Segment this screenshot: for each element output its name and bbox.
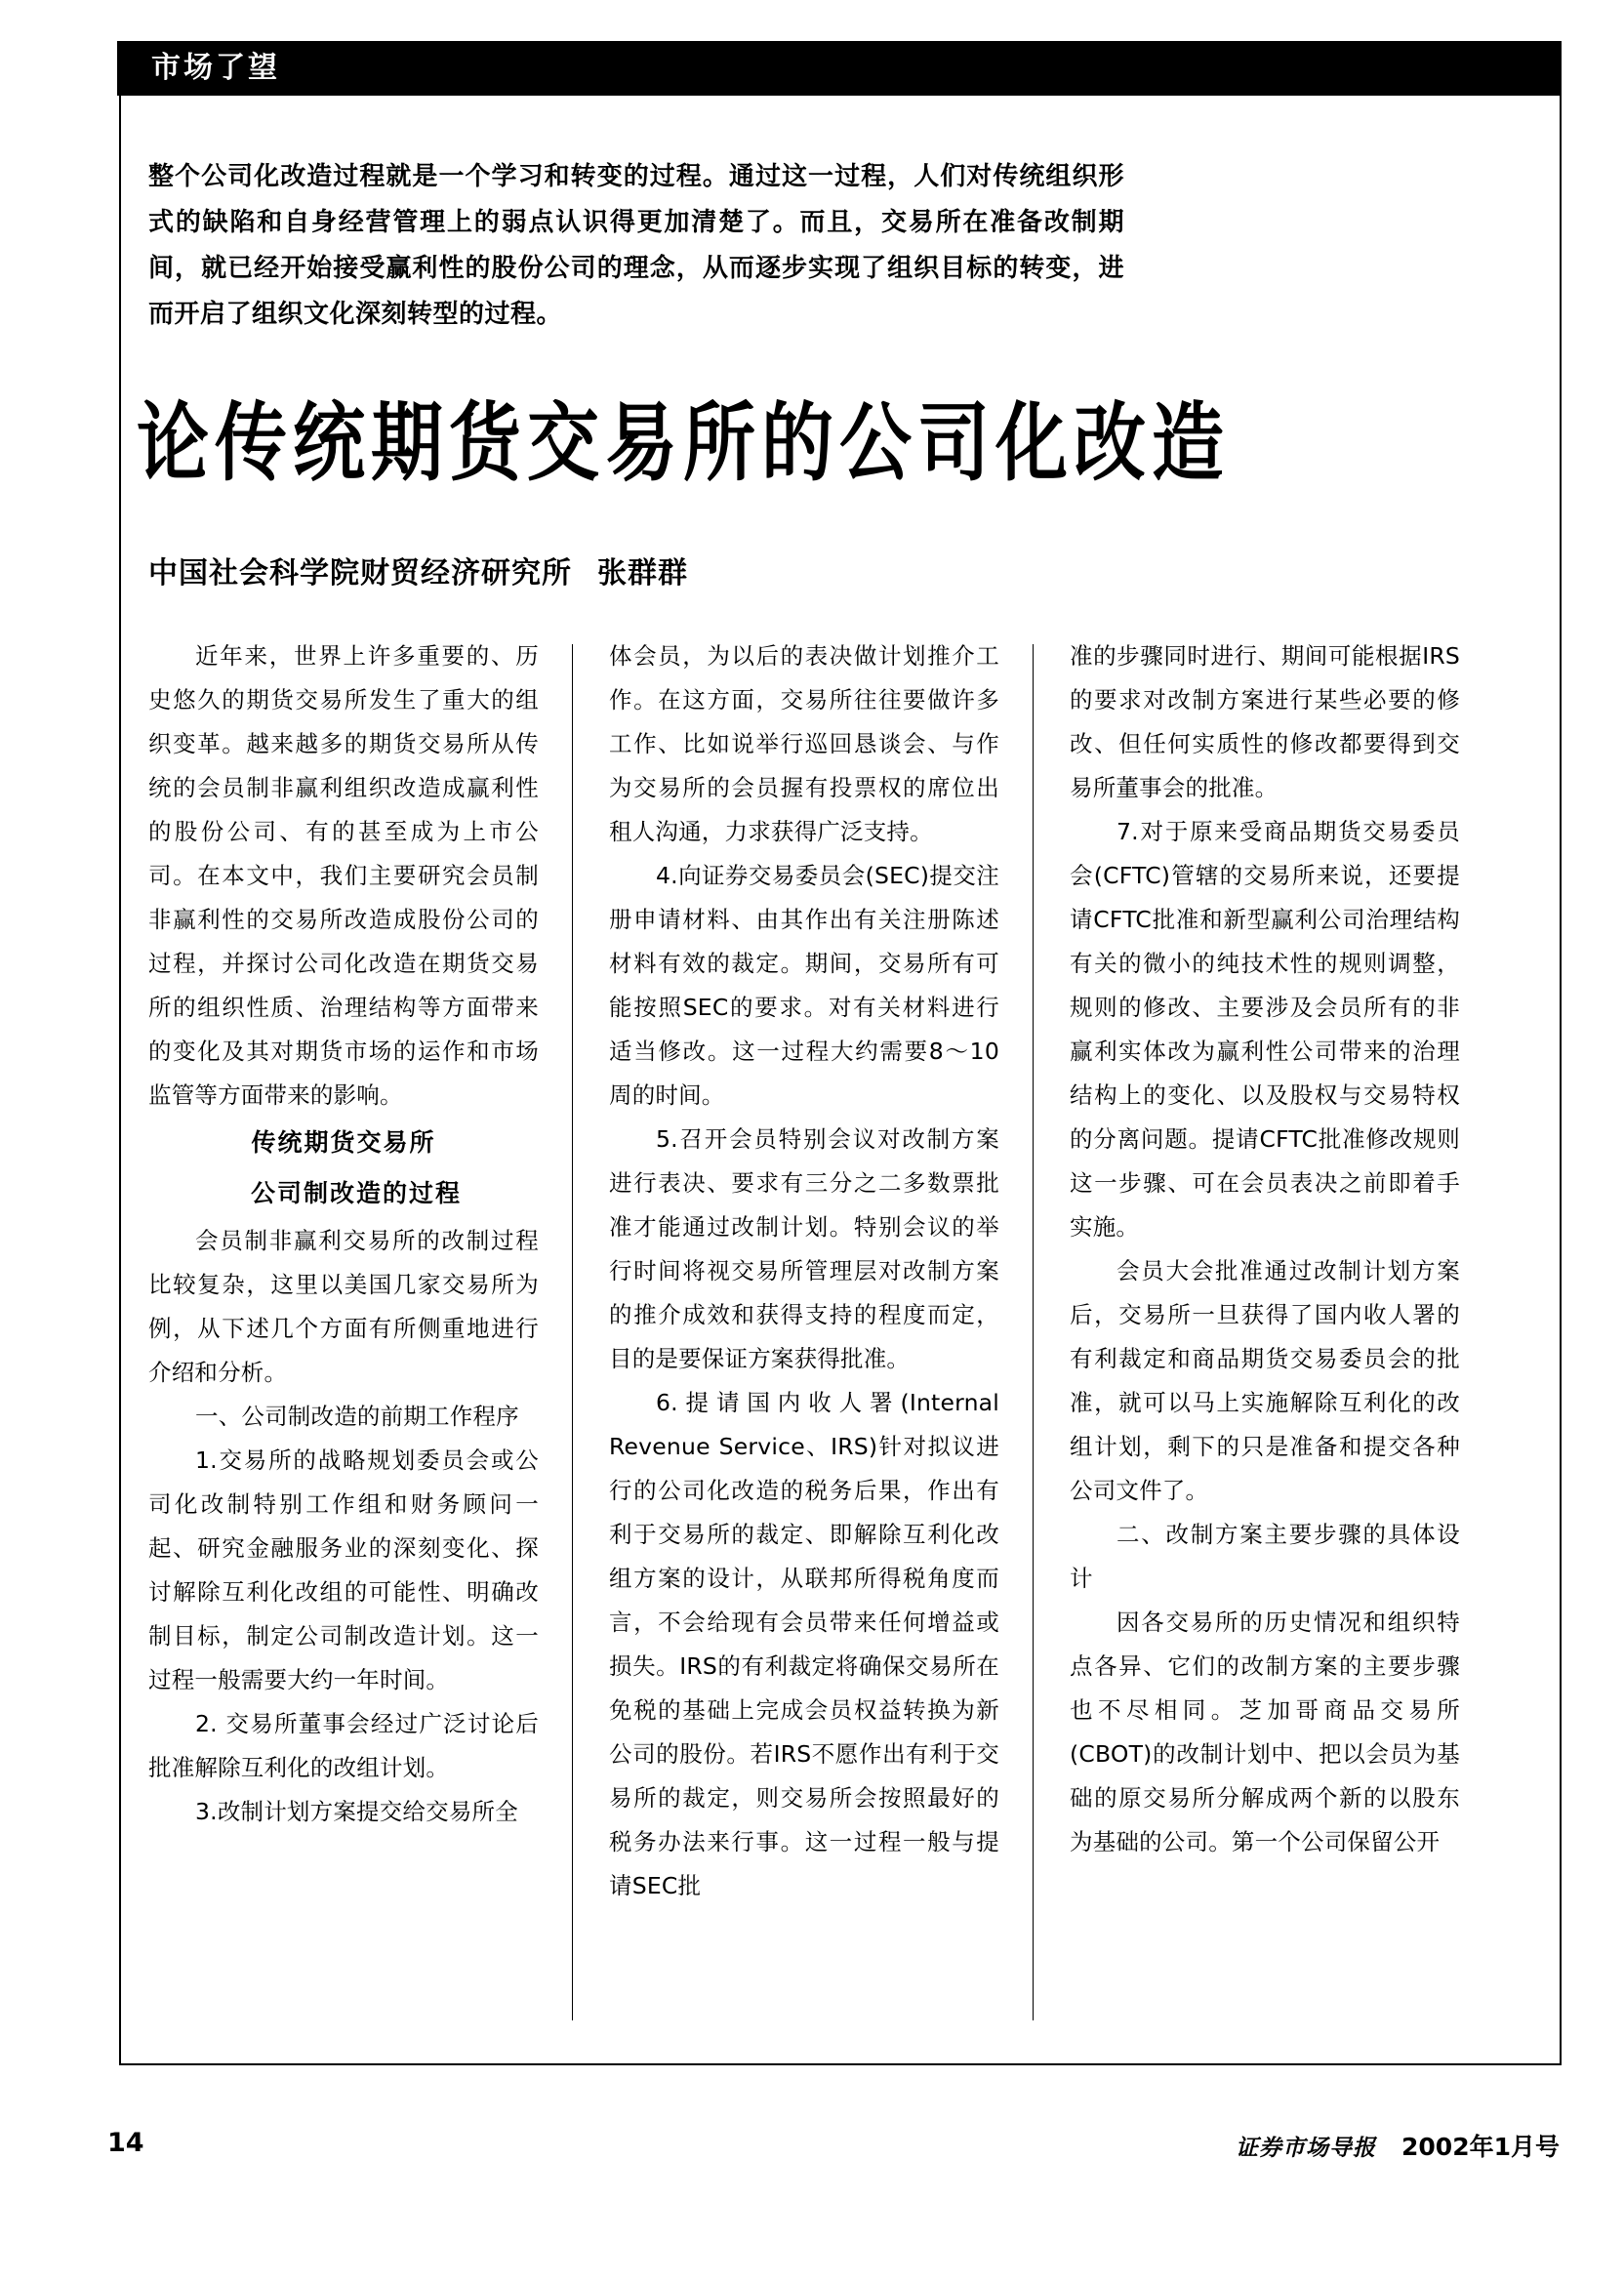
paragraph: 准的步骤同时进行、期间可能根据IRS的要求对改制方案进行某些必要的修改、但任何实质性的修改都要得到交易所董事会的批准。 (1070, 642, 1460, 801)
paragraph: 因各交易所的历史情况和组织特点各异、它们的改制方案的主要步骤也不尽相同。芝加哥商品交易所(CBOT)的改制计划中、把以会员为基础的原交易所分解成两个新的以股东为基础的公司。第一个公司保留公开 (1070, 1609, 1460, 1855)
paragraph: 近年来，世界上许多重要的、历史悠久的期货交易所发生了重大的组织变革。越来越多的期货交易所从传统的会员制非赢利组织改造成赢利性的股份公司、有的甚至成为上市公司。在本文中，我们主要研究会员制非赢利性的交易所改造成股份公司的过程，并探讨公司化改造在期货交易所的组织性质、治理结构等方面带来的变化及其对期货市场的运作和市场监管等方面带来的影响。 (148, 642, 539, 1109)
section-banner-label: 市场了望 (151, 51, 280, 85)
paragraph: 会员制非赢利交易所的改制过程比较复杂，这里以美国几家交易所为例，从下述几个方面有所侧重地进行介绍和分析。 (148, 1227, 539, 1386)
column-divider-1 (572, 644, 573, 2020)
paragraph: 7.对于原来受商品期货交易委员会(CFTC)管辖的交易所来说，还要提请CFTC批准和新型赢利公司治理结构有关的微小的纯技术性的规则调整，规则的修改、主要涉及会员所有的非赢利实体改为赢利性公司带来的治理结构上的变化、以及股权与交易特权的分离问题。提请CFTC批准修改规则这一步骤、可在会员表决之前即着手实施。 (1070, 818, 1460, 1241)
byline (148, 552, 688, 595)
paragraph: 1.交易所的战略规划委员会或公司化改制特别工作组和财务顾问一起、研究金融服务业的深刻变化、探讨解除互利化改组的可能性、明确改制目标，制定公司制改造计划。这一过程一般需要大约一年时间。 (148, 1447, 539, 1693)
article-title: 论传统期货交易所的公司化改造 (137, 393, 1230, 494)
footer-masthead (1236, 2128, 1560, 2163)
section-banner (117, 41, 1562, 96)
page-frame-right-rule (1560, 96, 1562, 2065)
body-column-1 (148, 634, 539, 2030)
body-column-2 (609, 634, 999, 2030)
paragraph: 会员大会批准通过改制计划方案后，交易所一旦获得了国内收人署的有利裁定和商品期货交易委员会的批准，就可以马上实施解除互利化的改组计划，剩下的只是准备和提交各种公司文件了。 (1070, 1257, 1460, 1504)
journal-name: 证券市场导报 (1236, 2136, 1377, 2161)
section-heading: 公司制改造的过程 (250, 1179, 462, 1207)
body-columns (148, 634, 1532, 2030)
paragraph: 3.改制计划方案提交给交易所全 (195, 1798, 518, 1825)
paragraph: 5.召开会员特别会议对改制方案进行表决、要求有三分之二多数票批准才能通过改制计划。特别会议的举行时间将视交易所管理层对改制方案的推介成效和获得支持的程度而定，目的是要保证方案获得批准。 (609, 1125, 999, 1372)
paragraph: 6.提请国内收人署(Internal Revenue Service、IRS)针对拟议进行的公司化改造的税务后果，作出有利于交易所的裁定、即解除互利化改组方案的设计，从联邦所得税角度而言，不会给现有会员带来任何增益或损失。IRS的有利裁定将确保交易所在免税的基础上完成会员权益转换为新公司的股份。若IRS不愿作出有利于交易所的裁定，则交易所会按照最好的税务办法来行事。这一过程一般与提请SEC批 (609, 1389, 999, 1899)
paragraph: 一、公司制改造的前期工作程序 (195, 1403, 519, 1430)
issue-date: 2002年1月号 (1401, 2133, 1560, 2161)
page-frame-left-rule (119, 96, 121, 2065)
byline-author: 张群群 (597, 556, 688, 591)
column-divider-2 (1033, 644, 1034, 2020)
paragraph: 二、改制方案主要步骤的具体设计 (1070, 1521, 1460, 1592)
section-heading: 传统期货交易所 (251, 1128, 436, 1157)
body-column-3 (1070, 634, 1460, 2030)
paragraph: 2. 交易所董事会经过广泛讨论后批准解除互利化的改组计划。 (148, 1710, 539, 1781)
byline-affiliation: 中国社会科学院财贸经济研究所 (148, 556, 572, 591)
page-number: 14 (107, 2128, 144, 2158)
page-frame-bottom-rule (119, 2063, 1562, 2065)
paragraph: 体会员，为以后的表决做计划推介工作。在这方面，交易所往往要做许多工作、比如说举行巡回恳谈会、与作为交易所的会员握有投票权的席位出租人沟通，力求获得广泛支持。 (609, 642, 999, 845)
paragraph: 4.向证券交易委员会(SEC)提交注册申请材料、由其作出有关注册陈述材料有效的裁定。期间，交易所有可能按照SEC的要求。对有关材料进行适当修改。这一过程大约需要8～10周的时间。 (609, 862, 1000, 1109)
abstract-text: 整个公司化改造过程就是一个学习和转变的过程。通过这一过程，人们对传统组织形式的缺陷和自身经营管理上的弱点认识得更加清楚了。而且，交易所在准备改制期间，就已经开始接受赢利性的股份公司的理念，从而逐步实现了组织目标的转变，进而开启了组织文化深刻转型的过程。 (148, 162, 1124, 329)
abstract-block (148, 154, 1124, 338)
